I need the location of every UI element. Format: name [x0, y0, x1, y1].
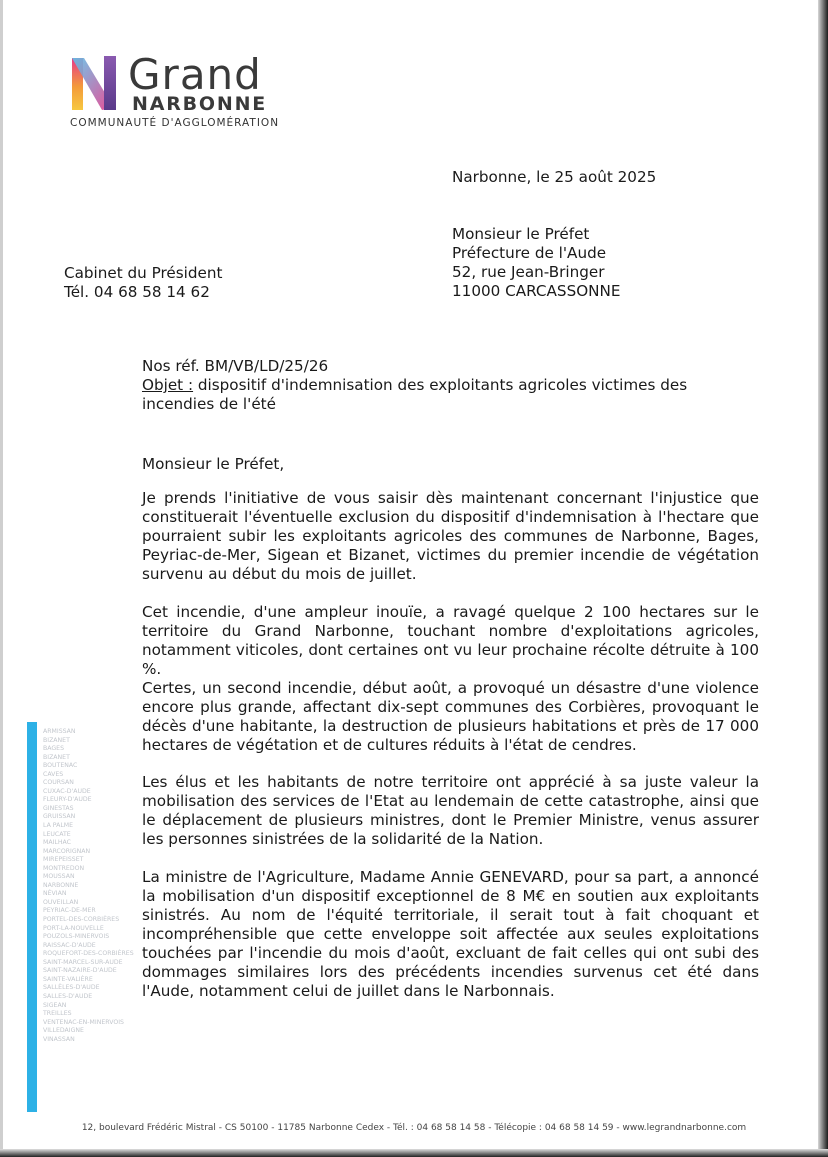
commune-item: COURSAN: [43, 779, 74, 787]
recipient-line: Préfecture de l'Aude: [452, 244, 607, 262]
commune-item: BIZANET: [43, 753, 70, 761]
paragraph-text: Les élus et les habitants de notre territoire ont apprécié à sa juste valeur la mobilisation des services de l'Etat au lendemain de cette catastrophe, ainsi que le déplacement de plusieurs ministres, dont le Premier Ministre, venus assurer les personnes sinistrées de la solidarité de la Nation.: [142, 773, 759, 848]
commune-item: ROQUEFORT-DES-CORBIÈRES: [43, 950, 134, 958]
commune-item: VENTENAC-EN-MINERVOIS: [43, 1018, 124, 1026]
commune-item: POUZOLS-MINERVOIS: [43, 933, 110, 941]
logo-narbonne-text: NARBONNE: [132, 93, 268, 115]
page-edge-bottom: [0, 1149, 828, 1157]
commune-item: SALLÈLES-D'AUDE: [43, 984, 100, 992]
commune-item: VILLEDAIGNE: [43, 1027, 84, 1035]
commune-item: PORT-LA-NOUVELLE: [43, 924, 104, 932]
commune-item: MARCORIGNAN: [43, 847, 91, 855]
paragraph: [142, 489, 759, 584]
commune-item: VINASSAN: [43, 1035, 75, 1043]
paragraph: [142, 603, 759, 679]
communes-list: [43, 728, 143, 1044]
recipient-line: 52, rue Jean-Bringer: [452, 263, 605, 281]
logo-subtitle: COMMUNAUTÉ D'AGGLOMÉRATION: [70, 117, 280, 129]
commune-item: LA PALME: [43, 822, 74, 830]
commune-item: SALLES-D'AUDE: [43, 992, 93, 1000]
commune-item: PORTEL-DES-CORBIÈRES: [43, 916, 120, 924]
commune-item: MOUSSAN: [43, 873, 75, 881]
commune-item: ARMISSAN: [43, 728, 76, 735]
footer-address: 12, boulevard Frédéric Mistral - CS 50100 - 11785 Narbonne Cedex - Tél. : 04 68 58 14 58 - Télécopie : 04 68 58 14 59 - www.legrandnarbonne.com: [81, 1123, 747, 1133]
commune-item: NÉVIAN: [43, 890, 67, 898]
sidebar-accent-bar: [27, 722, 37, 1112]
paragraph-text: Certes, un second incendie, début août, a provoqué un désastre d'une violence encore plus grande, affectant dix-sept communes des Corbières, provoquant le décès d'une habitante, la destruction de plusieurs habitations et près de 17 000 hectares de végétation et de cultures réduits à l'état de cendres.: [142, 679, 759, 754]
recipient-line: 11000 CARCASSONNE: [452, 282, 621, 300]
commune-item: SAINTE-VALIÈRE: [43, 975, 93, 983]
commune-item: BOUTENAC: [43, 762, 78, 770]
commune-item: TREILLES: [43, 1010, 72, 1018]
paragraph-text: Cet incendie, d'une ampleur inouïe, a ravagé quelque 2 100 hectares sur le territoire du Grand Narbonne, touchant nombre d'exploitations agricoles, notamment viticoles, dont certaines ont vu leur prochaine récolte détruite à 100 %.: [142, 603, 759, 678]
recipient-line: Monsieur le Préfet: [452, 225, 590, 243]
commune-item: SAINT-MARCEL-SUR-AUDE: [43, 958, 123, 966]
commune-item: OUVEILLAN: [43, 898, 79, 906]
commune-item: GRUISSAN: [43, 813, 76, 821]
paragraph: [142, 773, 759, 849]
grand-narbonne-logo: [70, 50, 310, 134]
paragraph-text: La ministre de l'Agriculture, Madame Annie GENEVARD, pour sa part, a annoncé la mobilisation d'un dispositif exceptionnel de 8 M€ en soutien aux exploitants sinistrés. Au nom de l'équité territoriale, il serait tout à fait choquant et incompréhensible que cette enveloppe soit affectée aux seules exploitations touchées par l'incendie du mois d'août, excluant de fait celles qui ont subi des dommages similaires lors des précédents incendies survenus cet été dans l'Aude, notamment celui de juillet dans le Narbonnais.: [142, 868, 759, 1000]
paragraph: [142, 868, 759, 1001]
sender-block: [64, 264, 222, 302]
commune-item: GINESTAS: [43, 804, 74, 812]
commune-item: MAILHAC: [43, 839, 71, 847]
salutation: Monsieur le Préfet,: [142, 455, 285, 473]
sender-phone: Tél. 04 68 58 14 62: [64, 283, 210, 301]
commune-item: PEYRIAC-DE-MER: [43, 907, 96, 915]
paragraph: [142, 679, 759, 755]
commune-item: SAINT-NAZAIRE-D'AUDE: [43, 967, 117, 975]
commune-item: BAGES: [43, 745, 65, 753]
commune-item: MONTREDON: [43, 864, 85, 872]
commune-item: MIREPEISSET: [43, 856, 84, 864]
logo-n-mark-icon: [70, 54, 122, 112]
logo-grand-text: Grand: [128, 50, 262, 99]
reference: Nos réf. BM/VB/LD/25/26: [142, 357, 329, 375]
subject-label: Objet :: [142, 376, 194, 394]
commune-item: CUXAC-D'AUDE: [43, 787, 91, 795]
page-edge-right: [818, 0, 828, 1157]
letter-body: [142, 357, 759, 414]
sender-office: Cabinet du Président: [64, 264, 223, 282]
commune-item: NARBONNE: [43, 881, 79, 889]
commune-item: CAVES: [43, 770, 64, 778]
commune-item: RAISSAC-D'AUDE: [43, 941, 96, 949]
commune-item: SIGEAN: [43, 1001, 67, 1009]
subject-text: dispositif d'indemnisation des exploitants agricoles victimes des incendies de l'été: [142, 376, 688, 413]
commune-item: LEUCATE: [43, 830, 71, 838]
page-edge-left: [0, 0, 3, 1157]
subject-line: [142, 376, 759, 414]
commune-item: BIZANET: [43, 736, 70, 744]
date-line: Narbonne, le 25 août 2025: [452, 168, 657, 186]
recipient-block: [452, 225, 620, 301]
commune-item: FLEURY-D'AUDE: [43, 796, 92, 804]
paragraph-text: Je prends l'initiative de vous saisir dès maintenant concernant l'injustice que constituerait l'éventuelle exclusion du dispositif d'indemnisation à l'hectare que pourraient subir les exploitants agricoles des communes de Narbonne, Bages, Peyriac-de-Mer, Sigean et Bizanet, victimes du premier incendie de végétation survenu au début du mois de juillet.: [142, 489, 759, 583]
